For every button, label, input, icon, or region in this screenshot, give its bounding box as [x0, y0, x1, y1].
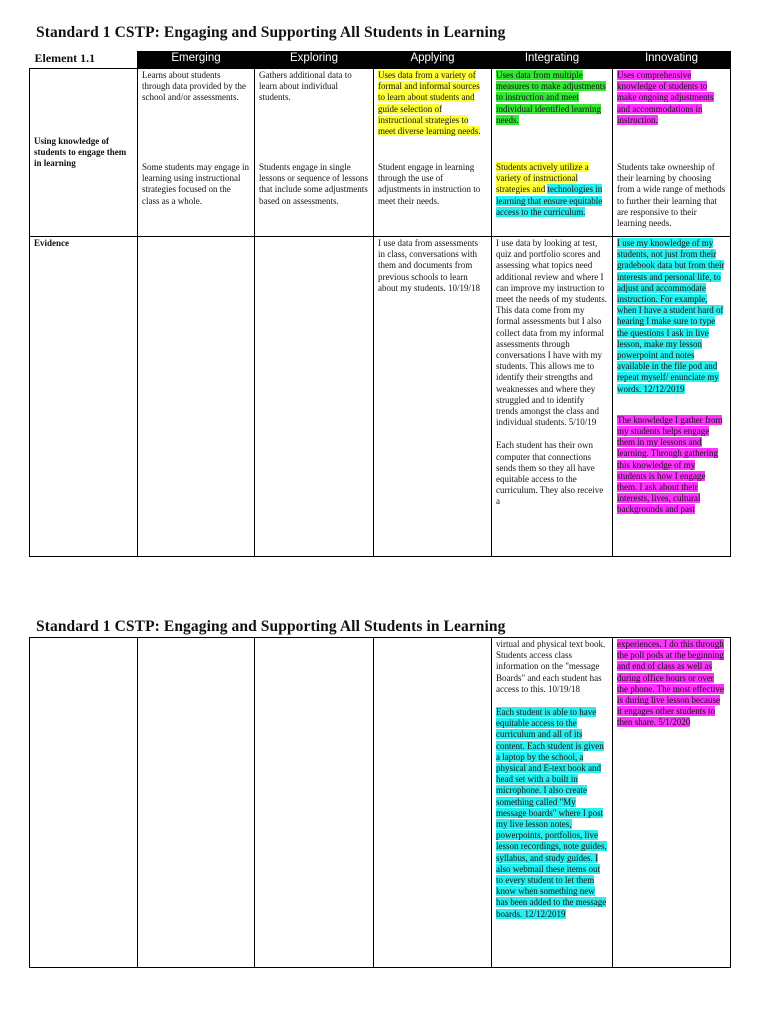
- page-title-continued: Standard 1 CSTP: Engaging and Supporting All Students in Learning: [36, 618, 506, 635]
- evidence-innovating-text-2: The knowledge I gather from my students helps engage them in my lessons and learning. Through gathering this knowledge of my students is how I engage them. I ask about their interests, lives, cultural backgrounds and past: [617, 414, 723, 515]
- header-row: [30, 52, 731, 69]
- continued-exploring-cell: [255, 638, 374, 968]
- evidence-applying-cell: [374, 237, 492, 557]
- continued-emerging-cell: [138, 638, 255, 968]
- evidence-innovating-text-1: I use my knowledge of my students, not just from their gradebook data but from their interests and personal life, to adjust and accommodate instruction. For example, when I have a student hard of hearing I make sure to type the questions I ask in live lesson, make my lesson powerpoint and notes available in the file pod and repeat myself/ enunciate my words. 12/12/2019: [617, 238, 725, 394]
- column-header-emerging: Emerging: [138, 52, 255, 69]
- row-label-cell: [30, 69, 138, 237]
- exploring-student-outcome: Students engage in single lessons or sequence of lessons that include some adjustments based on assessments.: [259, 162, 368, 206]
- continued-integrating-text-1: virtual and physical text book. Students access class information on the "message Boards" and each student has access to this. 10/19/18: [496, 639, 606, 694]
- evidence-emerging-cell: [138, 237, 255, 557]
- evidence-applying-text: I use data from assessments in class, conversations with them and documents from previous schools to learn about my students. 10/19/18: [378, 238, 480, 293]
- evidence-label: Evidence: [34, 238, 69, 248]
- table-row: [30, 69, 731, 237]
- integrating-description: Uses data from multiple measures to make adjustments to instruction and meet individual identified learning needs.: [496, 70, 606, 125]
- applying-description: Uses data from a variety of formal and informal sources to learn about students and guide selection of instructional strategies to meet diverse learning needs.: [378, 70, 481, 137]
- evidence-integrating-text-1: I use data by looking at test, quiz and portfolio scores and assessing what topics need additional review and where I can improve my instruction to meet the needs of my students. This data come from my formal assessments but I also collect data from my informal assessments through conversations I have with my students. This allows me to identify their strengths and weaknesses and where they struggled and to identify trends amongst the class and individual students. 5/10/19: [496, 238, 607, 428]
- evidence-label-cell: [30, 237, 138, 557]
- evidence-integrating-text-2: Each student has their own computer that connections sends them so they all have equitable access to the curriculum. They also receive a: [496, 440, 604, 507]
- integrating-cell: [492, 69, 613, 237]
- continued-innovating-cell: [613, 638, 731, 968]
- applying-student-outcome: Student engage in learning through the use of adjustments in instruction to meet their needs.: [378, 162, 481, 206]
- continued-label-cell: [30, 638, 138, 968]
- evidence-row-continued: [30, 638, 731, 968]
- page-title: Standard 1 CSTP: Engaging and Supporting All Students in Learning: [36, 24, 506, 41]
- column-header-exploring: Exploring: [255, 52, 374, 69]
- integrating-student-outcome-part2: technologies in learning that ensure equitable access to the curriculum.: [496, 184, 603, 217]
- continued-applying-cell: [374, 638, 492, 968]
- continued-innovating-text: experiences. I do this through the poll pods at the beginning and end of class as well as during office hours or over the phone. The most effective is during live lesson because it engages other students to then share. 5/1/2020: [617, 639, 724, 728]
- continued-integrating-cell: [492, 638, 613, 968]
- exploring-cell: [255, 69, 374, 237]
- element-label: Element 1.1: [30, 52, 138, 69]
- evidence-exploring-cell: [255, 237, 374, 557]
- column-header-innovating: Innovating: [613, 52, 731, 69]
- continued-integrating-text-2: Each student is able to have equitable access to the curriculum and all of its content. Each student is given a laptop by the school, a physical and E-text book and head set with a built in microphone. I also create something called "My message boards" where I post my live lesson notes, powerpoints, portfolios, live lesson recordings, note guides, syllabus, and study guides. I also webmail these items out to every student to let them know when something new has been added to the message boards. 12/12/2019: [496, 707, 607, 919]
- applying-cell: [374, 69, 492, 237]
- innovating-cell: [613, 69, 731, 237]
- emerging-description: Learns about students through data provided by the school and/or assessments.: [142, 70, 246, 103]
- evidence-integrating-cell: [492, 237, 613, 557]
- evidence-innovating-cell: [613, 237, 731, 557]
- rubric-table-continued: [29, 637, 731, 968]
- column-header-integrating: Integrating: [492, 52, 613, 69]
- row-label: Using knowledge of students to engage them in learning: [34, 135, 127, 169]
- column-header-applying: Applying: [374, 52, 492, 69]
- innovating-description: Uses comprehensive knowledge of students to make ongoing adjustments and accommodations in instruction.: [617, 70, 714, 125]
- evidence-row: [30, 237, 731, 557]
- emerging-cell: [138, 69, 255, 237]
- exploring-description: Gathers additional data to learn about individual students.: [259, 70, 352, 103]
- integrating-student-outcome-part1: Students actively utilize a variety of instructional strategies and: [496, 162, 589, 195]
- emerging-student-outcome: Some students may engage in learning using instructional strategies focused on the class as a whole.: [142, 162, 249, 206]
- rubric-table: [29, 51, 731, 557]
- innovating-student-outcome: Students take ownership of their learning by choosing from a wide range of methods to further their learning that are responsive to their learning needs.: [617, 162, 726, 229]
